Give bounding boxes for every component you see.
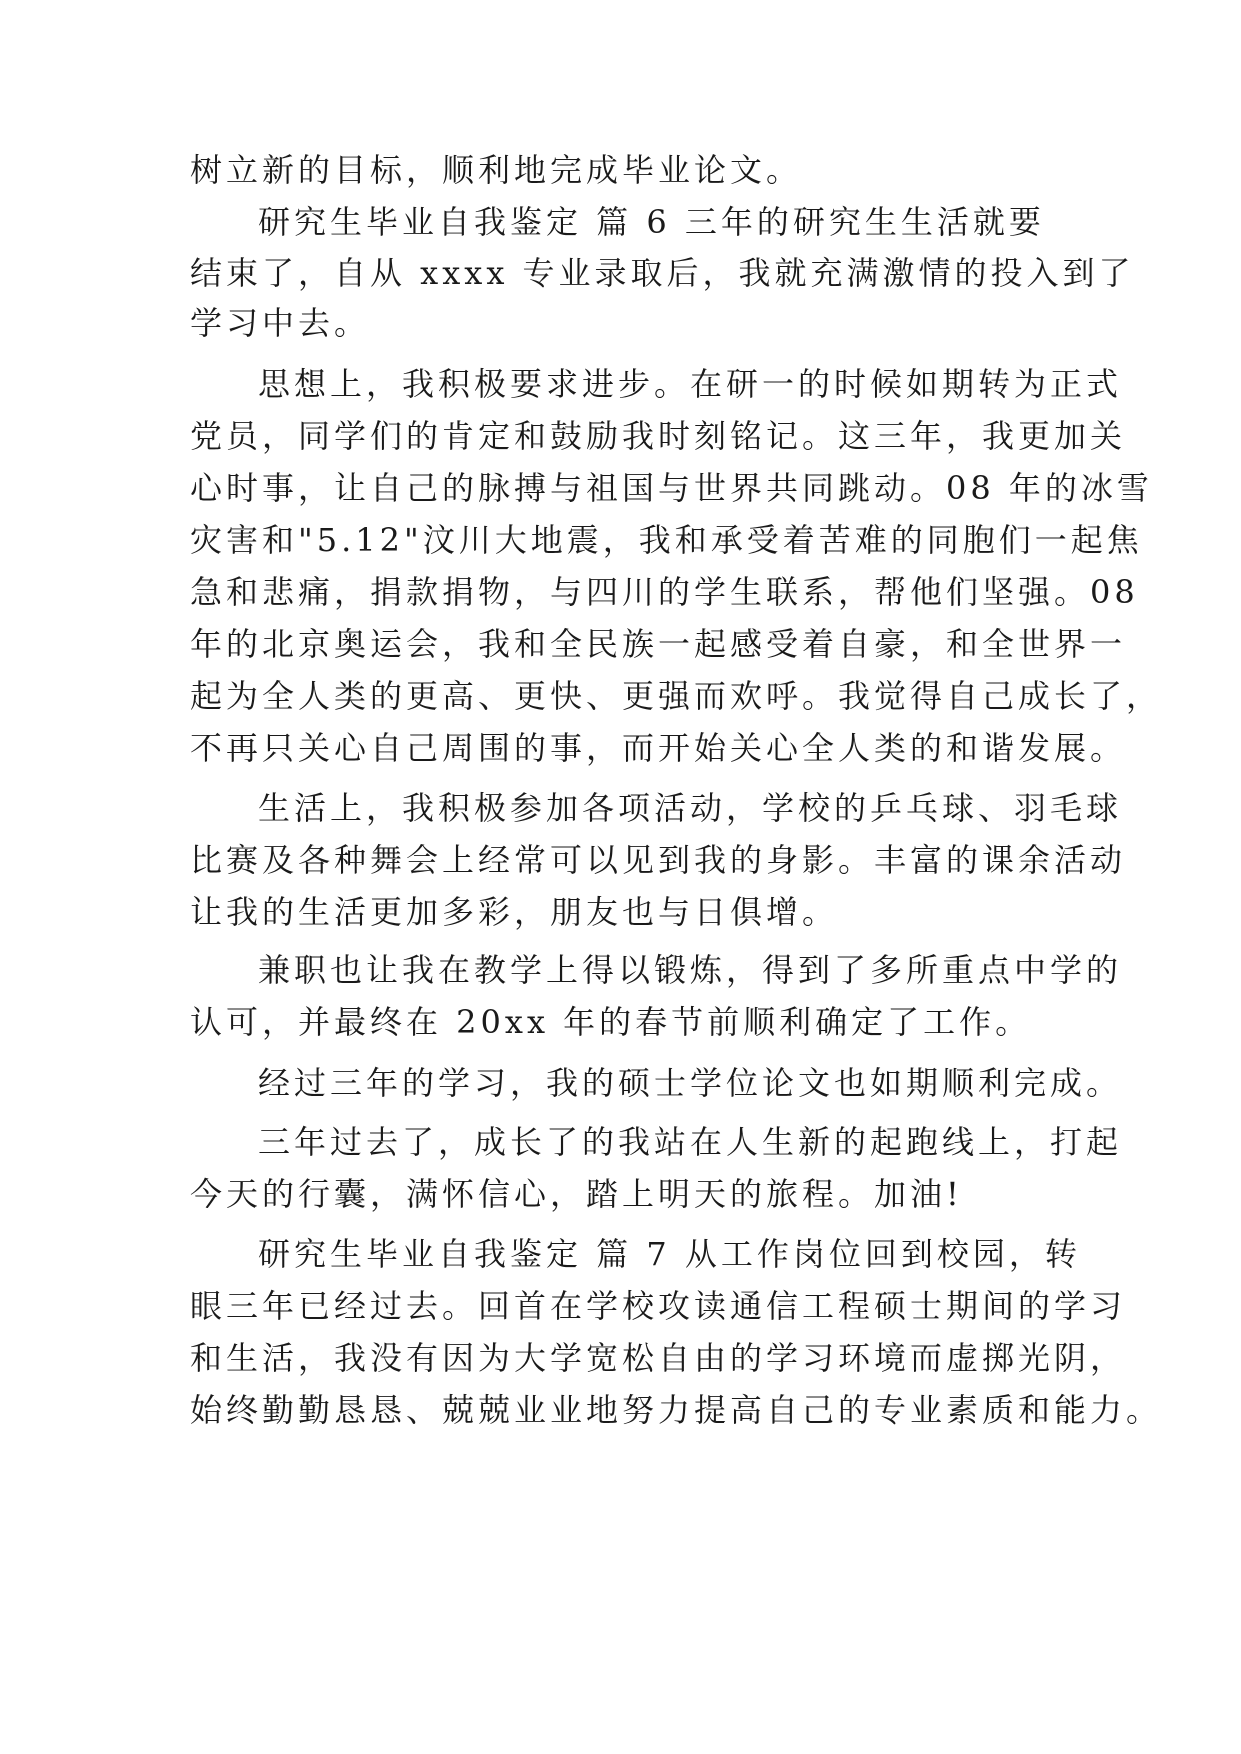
text-line: 和生活，我没有因为大学宽松自由的学习环境而虚掷光阴， xyxy=(190,1339,1127,1377)
text-line: 年的北京奥运会，我和全民族一起感受着自豪，和全世界一 xyxy=(190,625,1127,663)
text-line: 心时事，让自己的脉搏与祖国与世界共同跳动。08 年的冰雪 xyxy=(190,469,1153,507)
text-line: 树立新的目标，顺利地完成毕业论文。 xyxy=(190,151,803,189)
text-line: 灾害和"5.12"汶川大地震，我和承受着苦难的同胞们一起焦 xyxy=(190,521,1143,559)
text-line: 研究生毕业自我鉴定 篇 6 三年的研究生生活就要 xyxy=(258,203,1045,241)
text-line: 眼三年已经过去。回首在学校攻读通信工程硕士期间的学习 xyxy=(190,1287,1127,1325)
text-line: 学习中去。 xyxy=(190,304,371,342)
text-line: 兼职也让我在教学上得以锻炼，得到了多所重点中学的 xyxy=(258,951,1123,989)
text-line: 让我的生活更加多彩，朋友也与日俱增。 xyxy=(190,893,839,931)
text-line: 三年过去了，成长了的我站在人生新的起跑线上，打起 xyxy=(258,1123,1123,1161)
text-line: 生活上，我积极参加各项活动，学校的乒乓球、羽毛球 xyxy=(258,789,1123,827)
text-line: 结束了，自从 xxxx 专业录取后，我就充满激情的投入到了 xyxy=(190,254,1135,292)
text-line: 今天的行囊，满怀信心，踏上明天的旅程。加油! xyxy=(190,1175,963,1213)
text-line: 比赛及各种舞会上经常可以见到我的身影。丰富的课余活动 xyxy=(190,841,1127,879)
text-line: 急和悲痛，捐款捐物，与四川的学生联系，帮他们坚强。08 xyxy=(190,573,1139,611)
text-line: 党员，同学们的肯定和鼓励我时刻铭记。这三年，我更加关 xyxy=(190,417,1127,455)
text-line: 研究生毕业自我鉴定 篇 7 从工作岗位回到校园，转 xyxy=(258,1235,1081,1273)
text-line: 始终勤勤恳恳、兢兢业业地努力提高自己的专业素质和能力。 xyxy=(190,1391,1163,1429)
text-line: 认可，并最终在 20xx 年的春节前顺利确定了工作。 xyxy=(190,1003,1032,1041)
text-line: 起为全人类的更高、更快、更强而欢呼。我觉得自己成长了， xyxy=(190,677,1163,715)
text-line: 思想上，我积极要求进步。在研一的时候如期转为正式 xyxy=(258,365,1123,403)
text-line: 经过三年的学习，我的硕士学位论文也如期顺利完成。 xyxy=(258,1064,1123,1102)
text-line: 不再只关心自己周围的事，而开始关心全人类的和谐发展。 xyxy=(190,729,1127,767)
